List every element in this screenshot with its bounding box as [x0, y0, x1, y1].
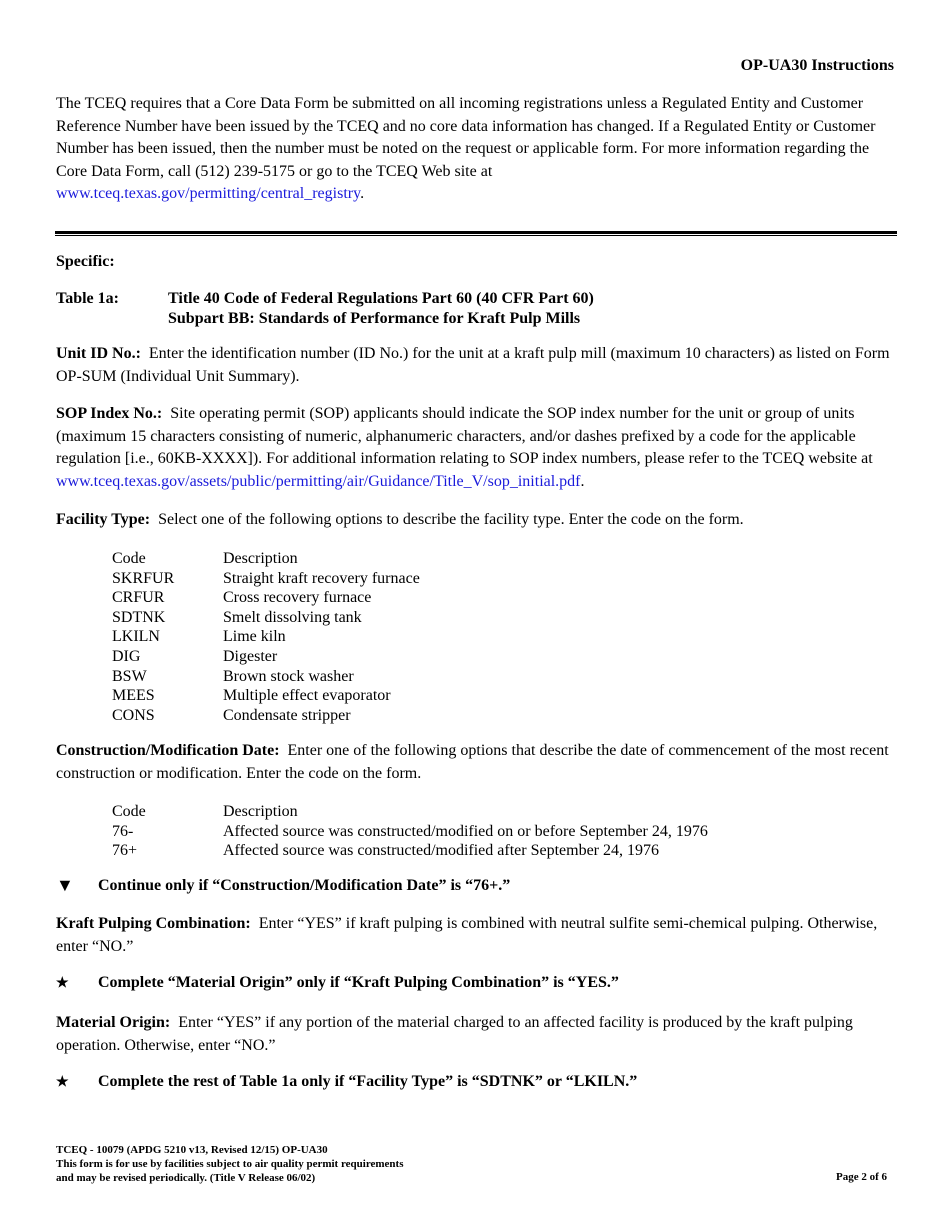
table-row	[112, 686, 420, 706]
sop-paragraph	[56, 403, 896, 493]
footer-line2: This form is for use by facilities subject to air quality permit requirements	[56, 1158, 404, 1170]
unit-id-text: Enter the identification number (ID No.) for the unit at a kraft pulp mill (maximum 10 characters) as listed on Form OP-SUM (Individual Unit Summary).	[56, 345, 890, 385]
facility-type-text: Select one of the following options to describe the facility type. Enter the code on the form.	[158, 511, 744, 528]
sop-end: .	[580, 472, 585, 490]
unit-id-label: Unit ID No.:	[56, 345, 141, 362]
table-row	[112, 608, 420, 628]
construction-table	[112, 802, 708, 861]
row-code: SDTNK	[112, 608, 166, 626]
description-header: Description	[223, 803, 298, 820]
sop-label: SOP Index No.:	[56, 405, 163, 422]
row-code: 76-	[112, 822, 134, 840]
kraft-label: Kraft Pulping Combination:	[56, 915, 251, 932]
material-paragraph	[56, 1012, 896, 1057]
star-icon: ★	[56, 975, 69, 991]
facility-type-label: Facility Type:	[56, 511, 151, 528]
row-code: CONS	[112, 706, 155, 724]
divider-thick	[55, 231, 897, 234]
table-row	[112, 706, 420, 726]
row-code: BSW	[112, 667, 147, 685]
specific-heading: Specific:	[56, 253, 115, 270]
row-code: 76+	[112, 842, 138, 860]
row-code: SKRFUR	[112, 569, 175, 587]
table-row	[112, 647, 420, 667]
row-description: Digester	[223, 647, 278, 665]
table-heading	[56, 289, 896, 329]
row-description: Smelt dissolving tank	[223, 608, 362, 626]
footer-line1: TCEQ - 10079 (APDG 5210 v13, Revised 12/15) OP-UA30	[56, 1144, 328, 1156]
row-description: Affected source was constructed/modified on or before September 24, 1976	[223, 822, 708, 840]
row-code: DIG	[112, 647, 141, 665]
construction-text: Enter one of the following options that describe the date of commencement of the most recent construction or modification. Enter the code on the form.	[56, 742, 889, 782]
row-description: Cross recovery furnace	[223, 589, 372, 607]
table-row	[112, 588, 420, 608]
kraft-text: Enter “YES” if kraft pulping is combined with neutral sulfite semi-chemical pulping. Otherwise, enter “NO.”	[56, 915, 878, 955]
kraft-paragraph	[56, 913, 896, 958]
material-label: Material Origin:	[56, 1014, 171, 1031]
intro-paragraph	[56, 93, 896, 206]
rest-note-text: Complete the rest of Table 1a only if “Facility Type” is “SDTNK” or “LKILN.”	[98, 1073, 638, 1090]
table-header-row	[112, 802, 708, 822]
table-title-line1: Title 40 Code of Federal Regulations Part 60 (40 CFR Part 60)	[168, 290, 594, 307]
facility-type-table	[112, 549, 420, 725]
footer	[56, 1143, 404, 1185]
row-code: CRFUR	[112, 589, 165, 607]
continue-note	[56, 875, 510, 896]
table-row	[112, 667, 420, 687]
table-row	[112, 569, 420, 589]
row-description: Affected source was constructed/modified after September 24, 1976	[223, 842, 659, 860]
central-registry-link[interactable]: www.tceq.texas.gov/permitting/central_registry	[56, 185, 361, 203]
row-description: Brown stock washer	[223, 667, 354, 685]
footer-line3: and may be revised periodically. (Title V Release 06/02)	[56, 1172, 316, 1184]
page-number: Page 2 of 6	[835, 1171, 887, 1183]
material-text: Enter “YES” if any portion of the material charged to an affected facility is produced by the kraft pulping operation. Otherwise, enter “NO.”	[56, 1014, 853, 1054]
row-description: Condensate stripper	[223, 706, 351, 724]
star-icon: ★	[56, 1074, 69, 1090]
rest-note	[56, 1073, 637, 1091]
sop-guidance-link[interactable]: www.tceq.texas.gov/assets/public/permitting/air/Guidance/Title_V/sop_initial.pdf	[56, 472, 581, 490]
facility-type-paragraph	[56, 509, 896, 532]
row-description: Multiple effect evaporator	[223, 687, 391, 705]
intro-end: .	[360, 185, 365, 203]
code-header: Code	[112, 803, 146, 820]
table-label: Table 1a:	[56, 290, 119, 307]
material-note	[56, 974, 619, 992]
material-note-text: Complete “Material Origin” only if “Kraft Pulping Combination” is “YES.”	[98, 974, 619, 991]
table-header-row	[112, 549, 420, 569]
row-code: LKILN	[112, 628, 160, 646]
construction-label: Construction/Modification Date:	[56, 742, 280, 759]
code-header: Code	[112, 550, 146, 567]
sop-text: Site operating permit (SOP) applicants should indicate the SOP index number for the unit or group of units (maximum 15 characters consisting of numeric, alphanumeric characters, and/or dashes prefixed by a code for the applicable regulation [i.e., 60KB-XXXX]). For additional information relating to SOP index numbers, please refer to the TCEQ website at	[56, 405, 873, 468]
table-row	[112, 822, 708, 842]
unit-id-paragraph	[56, 343, 896, 388]
divider-thin	[55, 235, 897, 236]
row-description: Straight kraft recovery furnace	[223, 569, 420, 587]
continue-note-text: Continue only if “Construction/Modification Date” is “76+.”	[98, 876, 511, 894]
construction-paragraph	[56, 740, 896, 785]
table-row	[112, 627, 420, 647]
down-triangle-icon: ▼	[56, 875, 74, 895]
row-description: Lime kiln	[223, 628, 286, 646]
table-title-line2: Subpart BB: Standards of Performance for Kraft Pulp Mills	[168, 310, 581, 327]
row-code: MEES	[112, 687, 155, 705]
intro-text: The TCEQ requires that a Core Data Form be submitted on all incoming registrations unless a Regulated Entity and Customer Reference Number have been issued by the TCEQ and no core data information has changed. If a Regulated Entity or Customer Number has been issued, then the number must be noted on the request or applicable form. For more information regarding the Core Data Form, call (512) 239-5175 or go to the TCEQ Web site at	[56, 95, 876, 180]
section-divider	[55, 231, 897, 236]
table-row	[112, 841, 708, 861]
page-title: OP-UA30 Instructions	[740, 57, 894, 74]
description-header: Description	[223, 550, 298, 567]
